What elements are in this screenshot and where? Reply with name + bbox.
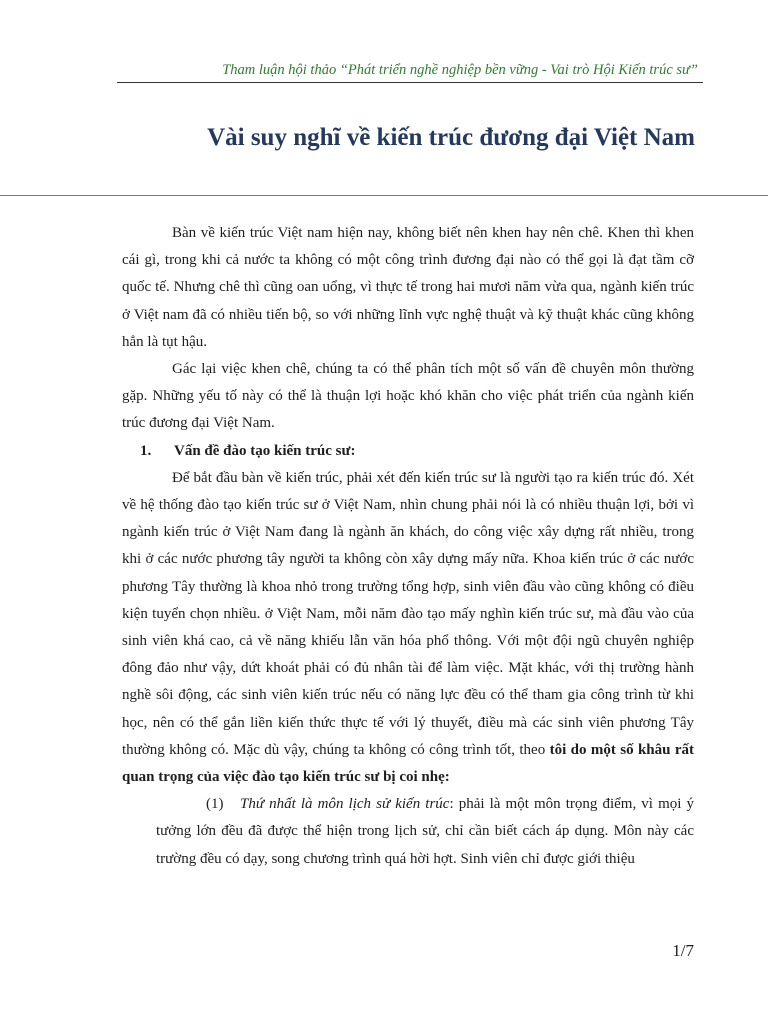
page-title: Vài suy nghĩ về kiến trúc đương đại Việt Nam <box>207 124 695 151</box>
document-body <box>122 220 694 873</box>
paragraph-intro: Bàn về kiến trúc Việt nam hiện nay, không biết nên khen hay nên chê. Khen thì khen cái gì, trong khi cả nước ta không có một công trình đương đại nào có thể gọi là đạt tầm cỡ quốc tế. Nhưng chê thì cũng oan uổng, vì thực tế trong hai mươi năm vừa qua, ngành kiến trúc ở Việt nam đã có nhiều tiến bộ, so với những lĩnh vực nghệ thuật và kỹ thuật khác cũng không hẳn là tụt hậu. <box>122 225 694 350</box>
running-header: Tham luận hội thảo “Phát triển nghề nghiệp bền vững - Vai trò Hội Kiến trúc sư” <box>222 62 698 78</box>
list-item-number: (1) <box>206 796 224 813</box>
paragraph-analysis: Gác lại việc khen chê, chúng ta có thể phân tích một số vấn đề chuyên môn thường gặp. Những yếu tố này có thể là thuận lợi hoặc khó khăn cho việc phát triển của ngành kiến trúc đương đại Việt Nam. <box>122 361 694 432</box>
page-number: 1/7 <box>672 941 694 960</box>
section-heading-1 <box>122 438 694 465</box>
list-item-1 <box>122 791 694 873</box>
list-item-text: : phải là một môn trọng điểm, vì mọi ý tưởng lớn đều đã được thể hiện trong lịch sử, chỉ cần biết cách áp dụng. Môn này các trường đều có dạy, song chương trình quá hời hợt. Sinh viên chỉ được giới thiệu <box>156 796 694 867</box>
paragraph-training-bold: tôi do một số khâu rất quan trọng của việc đào tạo kiến trúc sư bị coi nhẹ: <box>122 741 695 786</box>
list-item-italic: Thứ nhất là môn lịch sử kiến trúc <box>240 796 450 813</box>
paragraph-training-text: Để bắt đầu bàn về kiến trúc, phải xét đến kiến trúc sư là người tạo ra kiến trúc đó. Xét về hệ thống đào tạo kiến trúc sư ở Việt Nam, nhìn chung phải nói là có nhiều thuận lợi, bởi vì ngành kiến trúc ở Việt Nam đang là ngành ăn khách, do công việc xây dựng rất nhiều, trong khi ở các nước phương tây người ta không còn xây dựng mấy nữa. Khoa kiến trúc ở các nước phương Tây thường là khoa nhỏ trong trường tổng hợp, sinh viên đầu vào cũng không có điều kiện tuyển chọn nhiều. ở Việt Nam, mỗi năm đào tạo mấy nghìn kiến trúc sư, mà đầu vào của sinh viên khá cao, cả về năng khiếu lẫn văn hóa phổ thông. Với một đội ngũ chuyên nghiệp đông đảo như vậy, dứt khoát phải có đủ nhân tài để làm việc. Mặt khác, với thị trường hành nghề sôi động, các sinh viên kiến trúc nếu có năng lực đều có thể tham gia công trình từ khi học, nên có thể gắn liền kiến thức thực tế với lý thuyết, điều mà các sinh viên phương Tây thường không có. Mặc dù vậy, chúng ta không có công trình tốt, theo <box>122 469 694 758</box>
section-title: Vấn đề đào tạo kiến trúc sư: <box>174 442 356 459</box>
header-divider <box>117 82 703 83</box>
title-divider <box>0 195 768 196</box>
paragraph-training <box>122 465 694 791</box>
section-number: 1. <box>140 442 152 459</box>
